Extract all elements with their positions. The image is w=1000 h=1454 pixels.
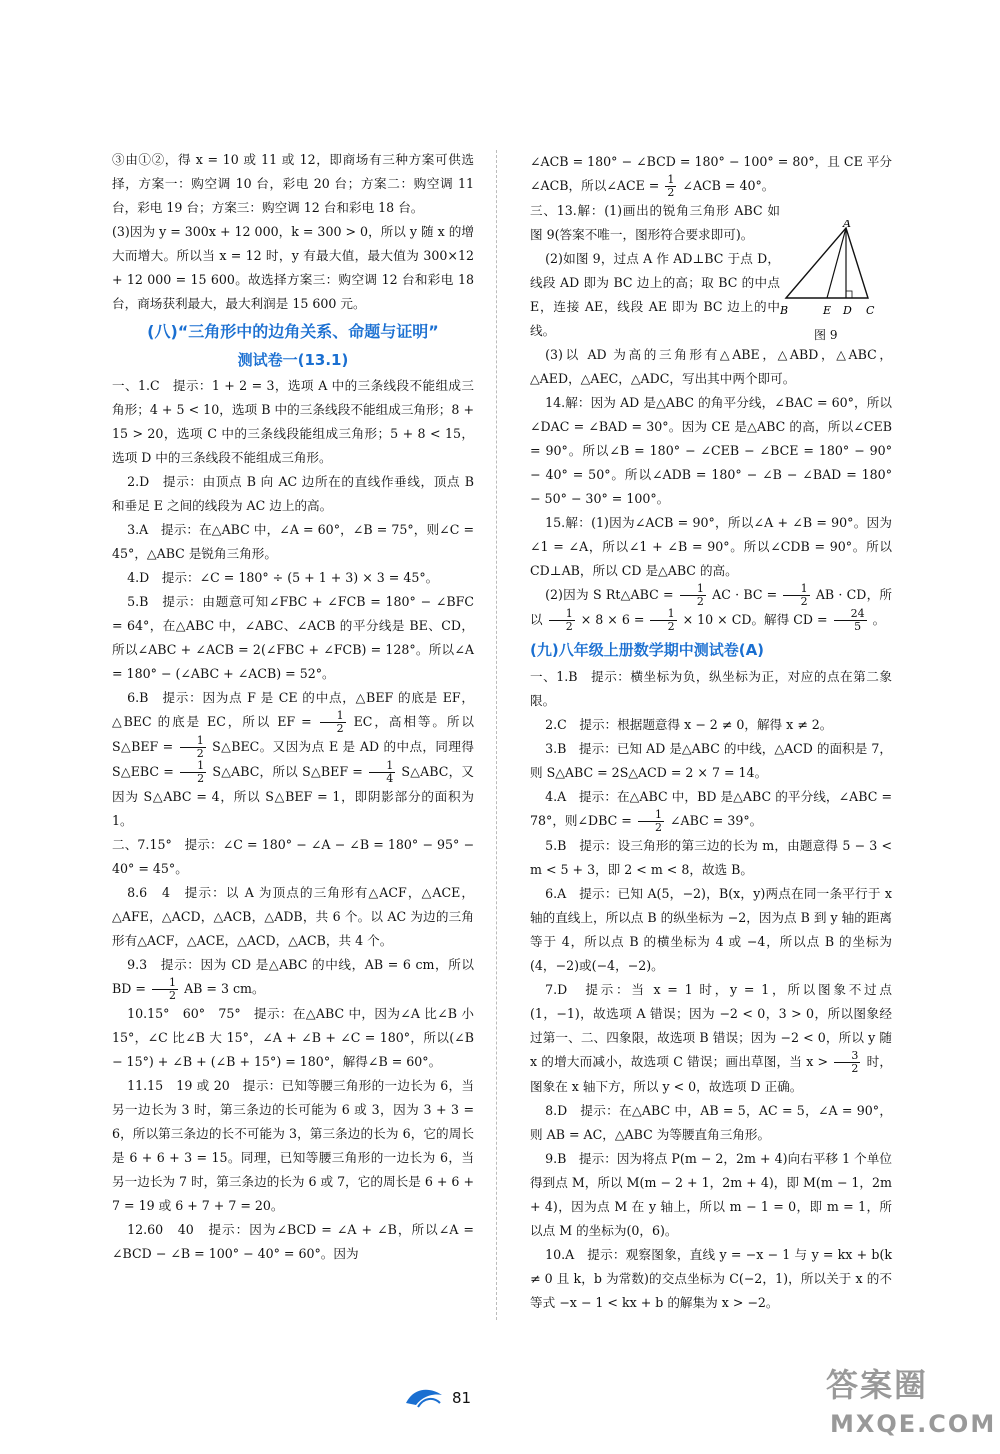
answer-q10: 10.15° 60° 75° 提示：在△ABC 中，因为∠A 比∠B 小 15°，∠C 比∠B 大 15°，∠A + ∠B + ∠C = 180°，所以(∠B − 15°) + ∠B + (∠B + 15°) = 180°，解得∠B = 60°。 [112,1006,474,1069]
answer-q7: 二、7.15° 提示：∠C = 180° − ∠A − ∠B = 180° − 95° − 40° = 45°。 [112,837,474,876]
q6-text-d: S△ABC，所以 S△BEF = [212,764,363,779]
fraction-half: $\frac{1}{2}$ [667,173,675,199]
answer-r4 [530,785,892,834]
answer-q15-part1: 15.解：(1)因为∠ACB = 90°，所以∠A + ∠B = 90°。因为∠1 = ∠A，所以∠1 + ∠B = 90°。所以∠CDB = 90°。所以 CD⊥AB，所以 CD 是△ABC 的高。 [530,515,892,578]
point-d-label: D [843,304,852,317]
fraction-half: $\frac{1}{2}$ [650,608,676,633]
r4-text-b: ∠ABC = 39°。 [669,813,763,828]
answer-q13-part1: 三、13.解：(1)画出的锐角三角形 ABC 如图 9(答案不唯一，图形符合要求即可)。 [530,203,780,242]
right-column [530,150,892,1315]
answer-q6 [112,686,474,833]
answer-r9: 9.B 提示：因为将点 P(m − 2，2m + 4)向右平移 1 个单位得到点 M，所以 M(m − 2 + 1，2m + 4)，即 M(m − 1，2m + 4)，因为点 M 在 y 轴上，所以 m − 1 = 0，即 m = 1，所以点 M 的坐标为(0，6)。 [530,1151,892,1238]
point-a-label: A [843,220,851,230]
answer-q11: 11.15 19 或 20 提示：已知等腰三角形的一边长为 6，当另一边长为 3 时，第三条边的长可能为 6 或 3，因为 3 + 3 = 6，所以第三条边的长不可能为 3，第三条边的长为 6，它的周长是 6 + 6 + 3 = 15。同理，已知等腰三角形的一边长为 6，当另一边长为 7 时，第三条边的长为 6 或 7，它的周长是 6 + 6 + 7 = 19 或 6 + 7 + 7 = 20。 [112,1078,474,1213]
section-8-title: (八)“三角形中的边角关系、命题与证明” [147,322,439,341]
q15-text-f: × 10 × CD。解得 CD = [682,612,828,627]
watermark-logo: 答案圈 [826,1366,929,1404]
answer-q15-part2 [530,583,892,633]
answer-q13-part3: (3)以 AD 为高的三角形有△ABE，△ABD，△ABC，△AED，△AEC，△ADC，写出其中两个即可。 [530,347,892,386]
answer-r1: 一、1.B 提示：横坐标为负，纵坐标为正，对应的点在第二象限。 [530,669,892,708]
left-column [112,148,474,1266]
fraction-quarter: $\frac{1}{4}$ [369,760,395,785]
r7-text-b: 时，图象在 x 轴下方，所以 y < 0，故选项 D 正确。 [530,1054,892,1094]
q6-text-c: S△BEC。又因为点 E 是 AD 的中点，同理得 S△EBC = [112,739,474,779]
q15-text-d: AB · CD，所以 [530,587,892,627]
q6-text-a: 6.B 提示：因为点 F 是 CE 的中点，△BEF 的底是 EF，△BEC 的底是 EC，所以 EF = [112,690,474,729]
top-text-a: ∠ACB = 180° − ∠BCD = 180° − 100° = 80°，且 CE 平分∠ACB，所以∠ACE = [530,154,892,193]
answer-r5: 5.B 提示：设三角形的第三边的长为 m，由题意得 5 − 3 < m < 5 + 3，即 2 < m < 8，故选 B。 [530,838,892,877]
q15-text-c: AC · BC = [712,587,778,602]
q9-text-b: AB = 3 cm。 [184,981,265,996]
answer-r7 [530,978,892,1099]
point-b-label: B [780,304,789,317]
fraction-half: $\frac{1}{2}$ [783,583,809,608]
point-e-label: E [823,304,832,317]
fraction-cd-value: $\frac{24}{5}$ [834,608,867,633]
fraction-half: $\frac{1}{2}$ [152,977,178,1002]
figure-9-triangle [780,220,880,320]
answer-q14: 14.解：因为 AD 是△ABC 的角平分线，∠BAC = 60°，所以∠DAC = ∠BAD = 30°。因为 CE 是△ABC 的高，所以∠CEB = 90°。所以∠B = 180° − ∠CEB − ∠BCE = 180° − 90° − 40° = 50°。所以∠ADB = 180° − ∠B − ∠BAD = 180° − 50° − 30° = 100°。 [530,395,892,506]
answer-q8: 8.6 4 提示：以 A 为顶点的三角形有△ACF，△ACE，△AFE，△ACD，△ACB，△ADB，共 6 个。以 AC 为边的三角形有△ACF，△ACE，△ACD，△ACB，共 4 个。 [112,885,474,948]
answer-q4: 4.D 提示：∠C = 180° ÷ (5 + 1 + 3) × 3 = 45°。 [127,570,439,585]
column-divider [496,150,497,1320]
q6-text-b: EC，高相等。所以 S△BEF = [112,714,474,754]
r4-text-a: 4.A 提示：在△ABC 中，BD 是△ABC 的平分线，∠ABC = 78°，则∠DBC = [530,789,892,828]
triangle-abc [786,228,868,298]
answer-r8: 8.D 提示：在△ABC 中，AB = 5，AC = 5，∠A = 90°，则 AB = AC，△ABC 为等腰直角三角形。 [530,1103,892,1142]
fraction-three-halves: $\frac{3}{2}$ [834,1050,860,1075]
answer-r10: 10.A 提示：观察图象，直线 y = −x − 1 与 y = kx + b(k ≠ 0 且 k，b 为常数)的交点坐标为 C(−2，1)，所以关于 x 的不等式 −x − 1 < kx + b 的解集为 x > −2。 [530,1247,892,1310]
q15-text-g: 。 [872,612,886,627]
fraction-half: $\frac{1}{2}$ [180,760,206,785]
answer-q2: 2.D 提示：由顶点 B 向 AC 边所在的直线作垂线，顶点 B 和垂足 E 之间的线段为 AC 边上的高。 [112,474,474,513]
fraction-half: $\frac{1}{2}$ [180,735,206,760]
leaf-logo-icon [404,1383,444,1409]
answer-q13-part2: (2)如图 9，过点 A 作 AD⊥BC 于点 D，线段 AD 即为 BC 边上的高；取 BC 的中点 E，连接 AE，线段 AE 即为 BC 边上的中线。 [530,251,780,338]
page-number: 81 [452,1389,472,1407]
watermark-url: MXQE.COM [830,1410,997,1438]
right-angle-mark [846,291,852,298]
top-text-b: ∠ACB = 40°。 [682,178,775,193]
r7-text-a: 7.D 提示：当 x = 1 时，y = 1，所以图象不过点(1，−1)，故选项 A 错误；因为 −2 < 0，3 > 0，所以图象经过第一、二、四象限，故选项 B 错误；因为 −2 < 0，所以 y 随 x 的增大而减小，故选项 C 错误；画出草图，当 x > [530,982,892,1069]
answer-q9 [112,953,474,1002]
fraction-half: $\frac{1}{2}$ [320,710,346,735]
q15-text-e: × 8 × 6 = [580,612,645,627]
answer-q3: 3.A 提示：在△ABC 中，∠A = 60°，∠B = 75°，则∠C = 45°，△ABC 是锐角三角形。 [112,522,474,561]
answer-q5: 5.B 提示：由题意可知∠FBC + ∠FCB = 180° − ∠BFC = 64°，在△ABC 中，∠ABC、∠ACB 的平分线是 BE、CD，所以∠ABC + ∠ACB = 2(∠FBC + ∠FCB) = 128°。所以∠A = 180° − (∠ABC + ∠ACB) = 52°。 [112,594,474,681]
section-8-subtitle: 测试卷一(13.1) [237,351,349,369]
answer-r2: 2.C 提示：根据题意得 x − 2 ≠ 0，解得 x ≠ 2。 [545,717,833,732]
answer-q1: 一、1.C 提示：1 + 2 = 3，选项 A 中的三条线段不能组成三角形；4 + 5 < 10，选项 B 中的三条线段不能组成三角形；8 + 15 > 20，选项 C 中的三条线段能组成三角形；5 + 8 < 15，选项 D 中的三条线段不能组成三角形。 [112,378,474,465]
figure-9-caption: 图 9 [814,328,838,342]
q6-text-e: S△ABC，又因为 S△ABC = 4，所以 S△BEF = 1，即阴影部分的面积为 1。 [112,764,474,828]
section-9-title: (九)八年级上册数学期中测试卷(A) [530,641,765,659]
point-c-label: C [866,304,875,317]
answer-paragraph: ③由①②，得 x = 10 或 11 或 12，即商场有三种方案可供选择，方案一：购空调 10 台，彩电 20 台；方案二：购空调 11 台，彩电 19 台；方案三：购空调 12 台和彩电 18 台。 [112,152,474,215]
q9-text-a: 9.3 提示：因为 CD 是△ABC 的中线，AB = 6 cm，所以 BD = [112,957,474,996]
q15-text-b: (2)因为 S Rt△ABC = [545,587,674,602]
answer-continued [530,150,892,199]
answer-r6: 6.A 提示：已知 A(5，−2)，B(x，y)两点在同一条平行于 x 轴的直线上，所以点 B 的纵坐标为 −2，因为点 B 到 y 轴的距离等于 4，所以点 B 的横坐标为 4 或 −4，所以点 B 的坐标为(4，−2)或(−4，−2)。 [530,886,892,973]
answer-r3: 3.B 提示：已知 AD 是△ABC 的中线，△ACD 的面积是 7，则 S△ABC = 2S△ACD = 2 × 7 = 14。 [530,741,892,780]
fraction-half: $\frac{1}{2}$ [638,809,664,834]
answer-q12: 12.60 40 提示：因为∠BCD = ∠A + ∠B，所以∠A = ∠BCD − ∠B = 100° − 40° = 60°。因为 [112,1222,474,1261]
fraction-half: $\frac{1}{2}$ [680,583,706,608]
answer-paragraph: (3)因为 y = 300x + 12 000，k = 300 > 0，所以 y 随 x 的增大而增大。所以当 x = 12 时，y 有最大值，最大值为 300×12 + 12 000 = 15 600。故选择方案三：购空调 12 台和彩电 18 台，商场获利最大，最大利润是 15 600 元。 [112,224,474,311]
fraction-half: $\frac{1}{2}$ [549,608,575,633]
